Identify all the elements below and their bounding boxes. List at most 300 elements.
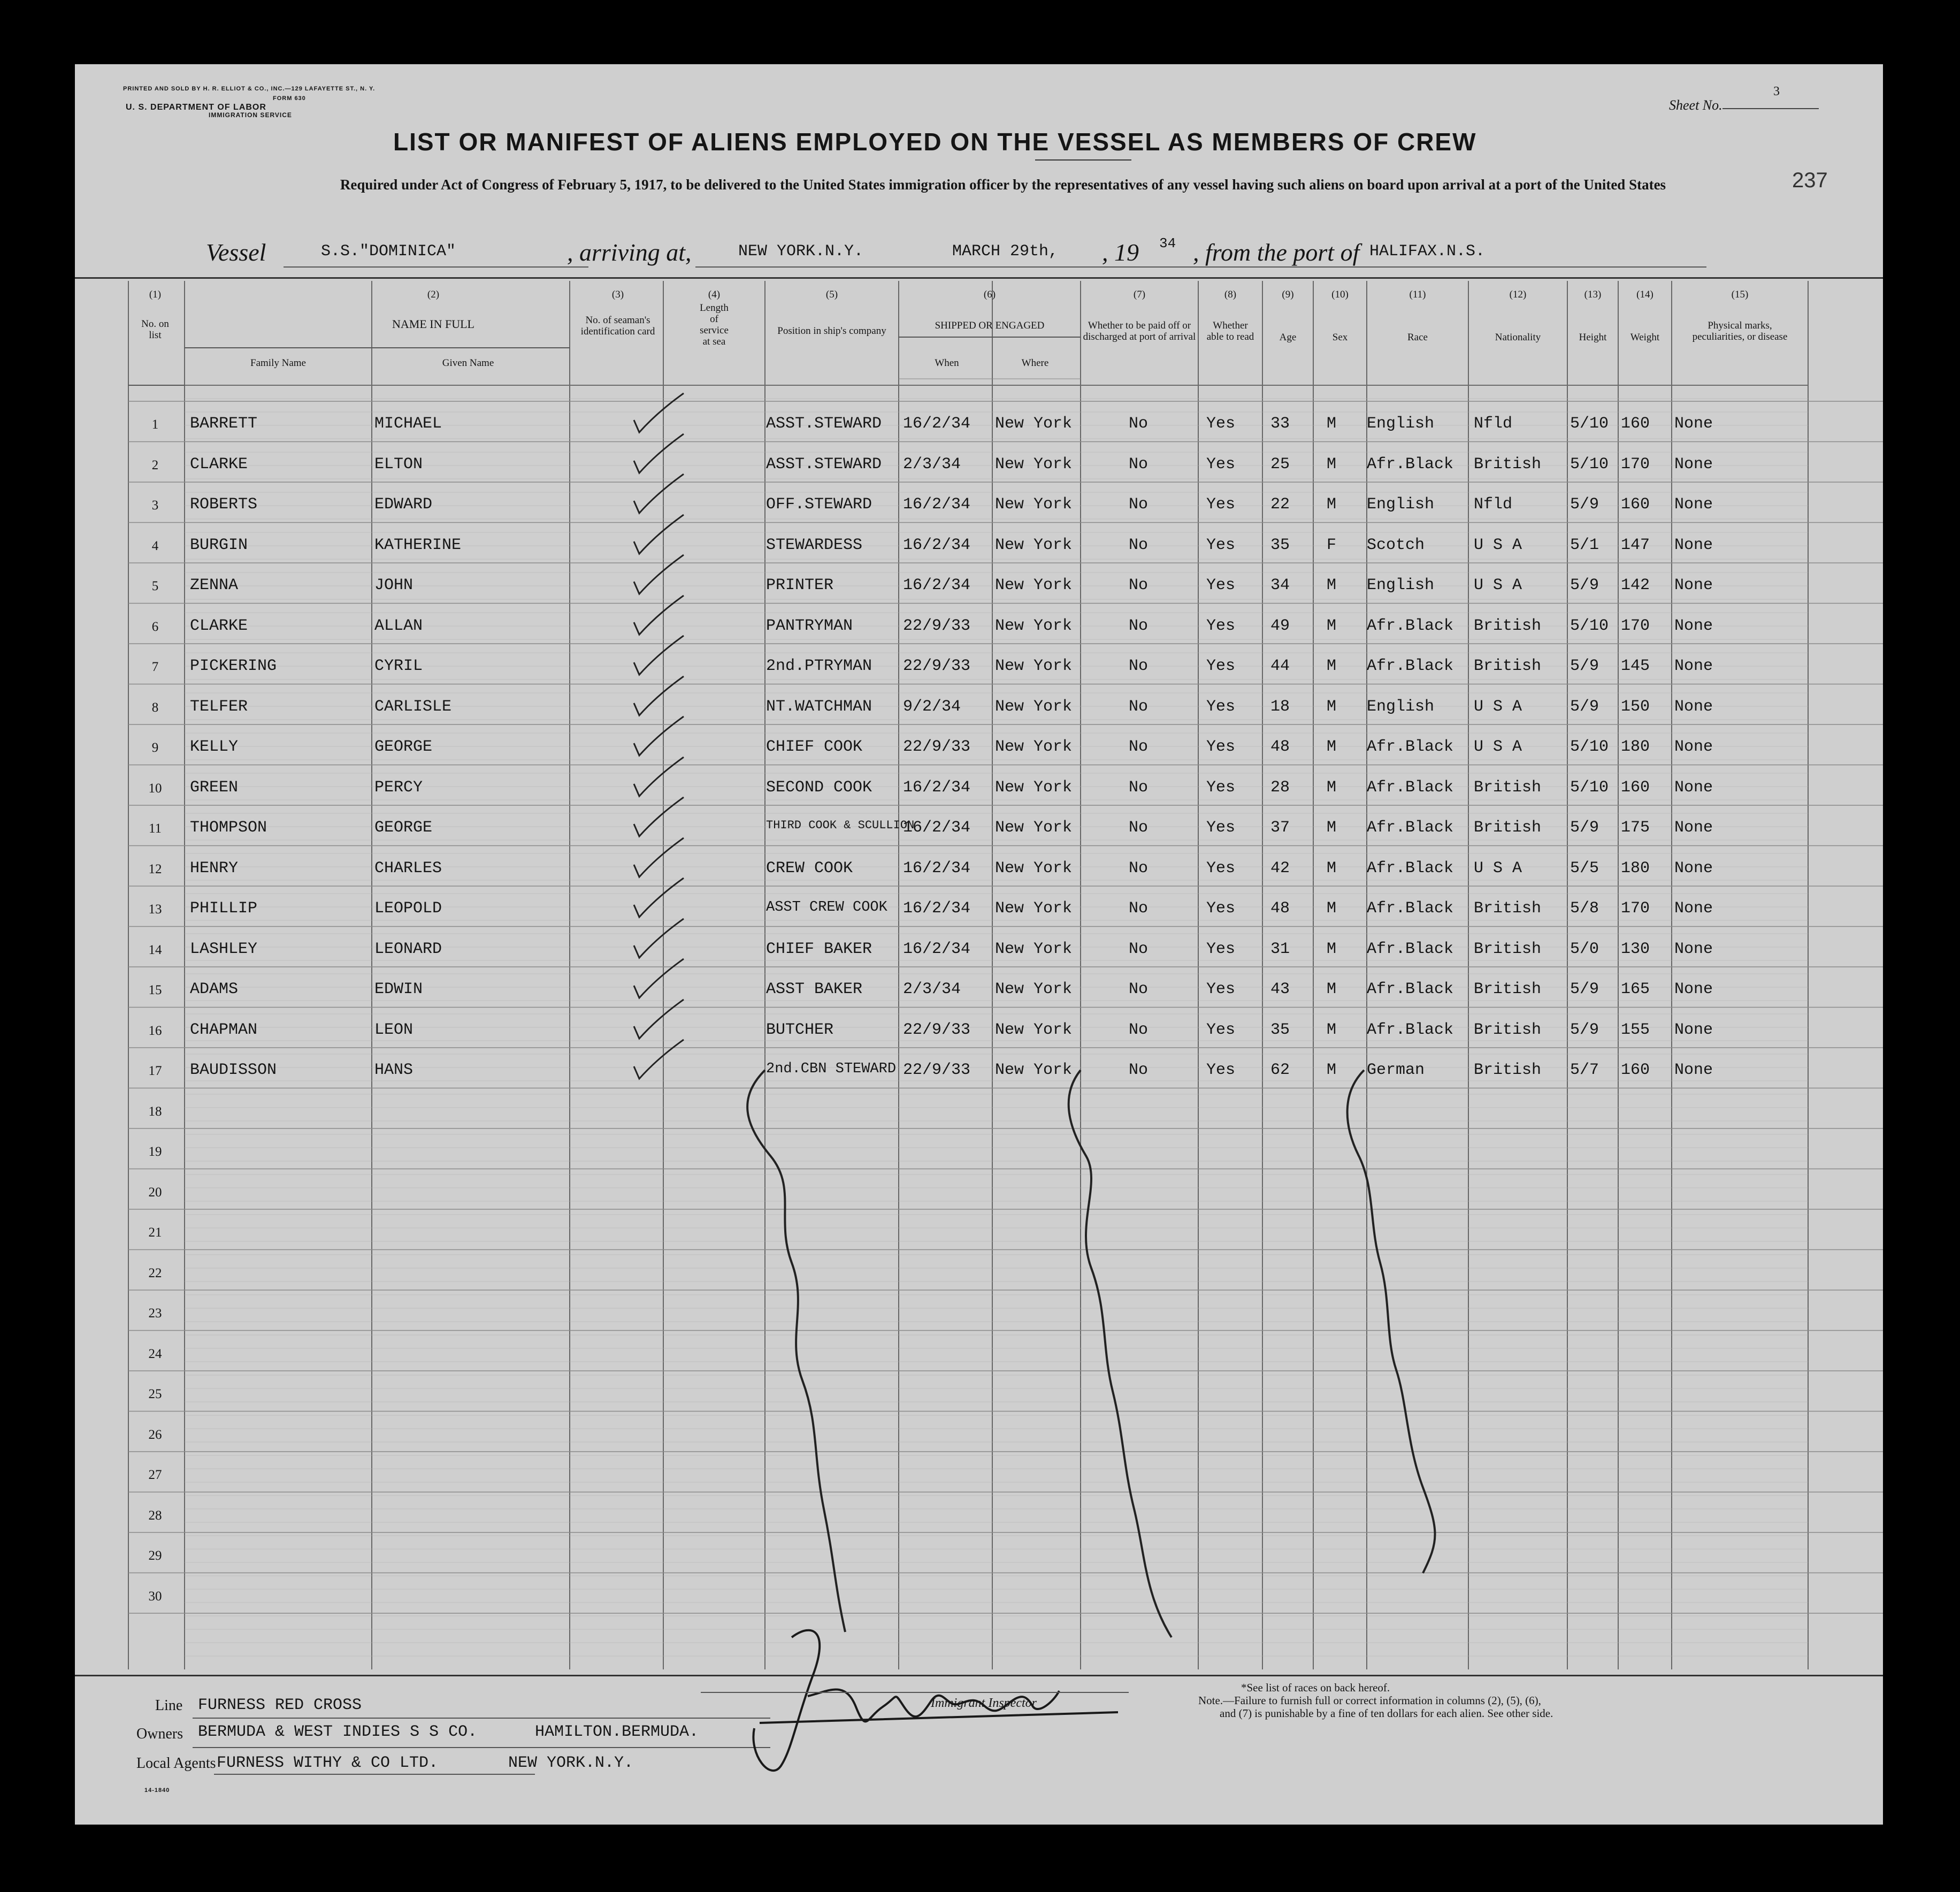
department: U. S. DEPARTMENT OF LABOR — [126, 103, 266, 112]
cell-read: Yes — [1206, 697, 1236, 716]
cell-when: 22/9/33 — [903, 616, 971, 635]
cell-given: KATHERINE — [374, 536, 462, 554]
cell-where: New York — [995, 536, 1073, 554]
cell-where: New York — [995, 980, 1073, 998]
cell-sex: M — [1327, 576, 1337, 594]
cell-weight: 147 — [1621, 536, 1650, 554]
col-able-read: Whether able to read — [1206, 320, 1254, 342]
cell-paid: No — [1129, 616, 1149, 635]
cell-sex: M — [1327, 940, 1337, 958]
row-number: 26 — [148, 1427, 162, 1442]
cell-given: EDWARD — [374, 495, 433, 514]
cell-nationality: Nfld — [1474, 495, 1513, 514]
cell-weight: 170 — [1621, 455, 1650, 474]
cell-height: 5/8 — [1570, 899, 1599, 918]
cell-weight: 142 — [1621, 576, 1650, 594]
row-number: 6 — [151, 619, 159, 634]
cell-when: 16/2/34 — [903, 415, 971, 433]
cell-when: 2/3/34 — [903, 980, 961, 998]
cell-weight: 155 — [1621, 1020, 1650, 1039]
cell-where: New York — [995, 697, 1073, 716]
form-subtitle: Required under Act of Congress of February 5, 1917, to be delivered to the United States immigration officer by the representatives of any vessel having such aliens on board upon arrival at a port of the United States — [340, 177, 1666, 193]
cell-marks: None — [1674, 819, 1713, 837]
row-number: 18 — [148, 1104, 162, 1119]
col-num-15: (15) — [1731, 289, 1749, 300]
cell-height: 5/9 — [1570, 980, 1599, 998]
cell-where: New York — [995, 859, 1073, 878]
cell-family: KELLY — [190, 738, 239, 756]
col-marks: Physical marks, peculiarities, or disease — [1692, 320, 1788, 342]
cell-position: NT.WATCHMAN — [766, 697, 872, 716]
cell-when: 16/2/34 — [903, 940, 971, 958]
row-number: 4 — [151, 538, 159, 553]
cell-age: 43 — [1270, 980, 1290, 998]
cell-race: Afr.Black — [1367, 819, 1454, 837]
cell-race: Afr.Black — [1367, 899, 1454, 918]
year-suffix: 34 — [1159, 235, 1176, 251]
cell-given: PERCY — [374, 778, 423, 797]
col-when: When — [935, 357, 959, 369]
cell-height: 5/10 — [1570, 616, 1609, 635]
row-number: 25 — [148, 1387, 162, 1401]
cell-nationality: British — [1474, 1020, 1542, 1039]
row-number: 16 — [148, 1023, 162, 1038]
arriving-label: , arriving at, — [567, 239, 692, 266]
col-name-in-full: NAME IN FULL — [392, 317, 474, 331]
col-num-14: (14) — [1636, 289, 1653, 300]
cell-given: CHARLES — [374, 859, 442, 878]
row-number: 3 — [151, 498, 159, 513]
cell-marks: None — [1674, 455, 1713, 474]
cell-age: 35 — [1270, 536, 1290, 554]
cell-read: Yes — [1206, 738, 1236, 756]
cell-paid: No — [1129, 1061, 1149, 1079]
cell-family: BARRETT — [190, 415, 258, 433]
form-title: LIST OR MANIFEST OF ALIENS EMPLOYED ON THE VESSEL AS MEMBERS OF CREW — [393, 128, 1477, 156]
cell-nationality: British — [1474, 1061, 1542, 1079]
row-number: 15 — [148, 983, 162, 997]
cell-read: Yes — [1206, 455, 1236, 474]
cell-when: 16/2/34 — [903, 495, 971, 514]
cell-marks: None — [1674, 980, 1713, 998]
row-number: 29 — [148, 1548, 162, 1563]
cell-given: EDWIN — [374, 980, 423, 998]
cell-paid: No — [1129, 495, 1149, 514]
cell-paid: No — [1129, 697, 1149, 716]
cell-age: 44 — [1270, 657, 1290, 675]
cell-given: CARLISLE — [374, 697, 452, 716]
cell-height: 5/9 — [1570, 697, 1599, 716]
cell-when: 22/9/33 — [903, 657, 971, 675]
cell-read: Yes — [1206, 1061, 1236, 1079]
cell-where: New York — [995, 415, 1073, 433]
cell-marks: None — [1674, 536, 1713, 554]
cell-paid: No — [1129, 899, 1149, 918]
cell-family: CLARKE — [190, 455, 248, 474]
cell-read: Yes — [1206, 819, 1236, 837]
cell-position: OFF.STEWARD — [766, 495, 872, 514]
arriving-port: NEW YORK.N.Y. — [738, 242, 864, 261]
cell-where: New York — [995, 1020, 1073, 1039]
col-num-2: (2) — [427, 289, 440, 300]
row-number: 8 — [151, 700, 159, 715]
cell-weight: 175 — [1621, 819, 1650, 837]
cell-read: Yes — [1206, 657, 1236, 675]
cell-sex: M — [1327, 1020, 1337, 1039]
cell-nationality: British — [1474, 980, 1542, 998]
cell-position: 2nd.CBN STEWARD — [766, 1061, 897, 1077]
cell-paid: No — [1129, 980, 1149, 998]
cell-weight: 170 — [1621, 899, 1650, 918]
cell-age: 28 — [1270, 778, 1290, 797]
row-number: 11 — [148, 821, 162, 836]
cell-given: GEORGE — [374, 738, 433, 756]
cell-read: Yes — [1206, 778, 1236, 797]
agents-city: NEW YORK.N.Y. — [508, 1754, 634, 1772]
cell-height: 5/7 — [1570, 1061, 1599, 1079]
cell-height: 5/9 — [1570, 657, 1599, 675]
cell-family: HENRY — [190, 859, 239, 878]
sheet-label: Sheet No. — [1669, 97, 1722, 113]
row-number: 9 — [151, 741, 159, 755]
sheet-number: 3 — [1773, 85, 1780, 98]
cell-read: Yes — [1206, 899, 1236, 918]
col-age: Age — [1279, 332, 1297, 343]
cell-position: ASST BAKER — [766, 980, 863, 998]
cell-sex: M — [1327, 819, 1337, 837]
row-number: 14 — [148, 942, 162, 957]
cell-read: Yes — [1206, 495, 1236, 514]
cell-where: New York — [995, 940, 1073, 958]
line-value: FURNESS RED CROSS — [198, 1696, 362, 1714]
cell-read: Yes — [1206, 980, 1236, 998]
cell-read: Yes — [1206, 940, 1236, 958]
col-id-card: No. of seaman's identification card — [580, 315, 655, 337]
cell-paid: No — [1129, 576, 1149, 594]
col-num-8: (8) — [1224, 289, 1237, 300]
cell-height: 5/10 — [1570, 778, 1609, 797]
cell-read: Yes — [1206, 415, 1236, 433]
col-num-10: (10) — [1331, 289, 1349, 300]
cell-given: LEONARD — [374, 940, 442, 958]
cell-family: PHILLIP — [190, 899, 258, 918]
col-position: Position in ship's company — [777, 325, 886, 337]
cell-when: 22/9/33 — [903, 1061, 971, 1079]
cell-position: ASST CREW COOK — [766, 899, 887, 916]
cell-nationality: British — [1474, 899, 1542, 918]
col-shipped: SHIPPED OR ENGAGED — [935, 320, 1045, 331]
cell-race: Afr.Black — [1367, 1020, 1454, 1039]
cell-family: LASHLEY — [190, 940, 258, 958]
col-num-13: (13) — [1584, 289, 1602, 300]
cell-race: English — [1367, 697, 1435, 716]
cell-read: Yes — [1206, 616, 1236, 635]
cell-age: 25 — [1270, 455, 1290, 474]
cell-when: 22/9/33 — [903, 1020, 971, 1039]
cell-marks: None — [1674, 940, 1713, 958]
cell-paid: No — [1129, 778, 1149, 797]
cell-sex: M — [1327, 1061, 1337, 1079]
row-number: 23 — [148, 1306, 162, 1321]
col-num-3: (3) — [611, 289, 624, 300]
cell-weight: 170 — [1621, 616, 1650, 635]
row-number: 27 — [148, 1468, 162, 1482]
cell-weight: 145 — [1621, 657, 1650, 675]
cell-race: Scotch — [1367, 536, 1425, 554]
cell-marks: None — [1674, 415, 1713, 433]
cell-position: ASST.STEWARD — [766, 455, 882, 474]
cell-where: New York — [995, 899, 1073, 918]
cell-marks: None — [1674, 697, 1713, 716]
cell-paid: No — [1129, 415, 1149, 433]
from-port: HALIFAX.N.S. — [1369, 242, 1486, 261]
from-label: , from the port of — [1193, 239, 1360, 266]
col-num-11: (11) — [1409, 289, 1426, 300]
cell-where: New York — [995, 1061, 1073, 1079]
cell-family: ROBERTS — [190, 495, 258, 514]
cell-age: 22 — [1270, 495, 1290, 514]
cell-height: 5/0 — [1570, 940, 1599, 958]
cell-sex: M — [1327, 455, 1337, 474]
cell-when: 9/2/34 — [903, 697, 961, 716]
cell-weight: 160 — [1621, 1061, 1650, 1079]
cell-race: English — [1367, 495, 1435, 514]
cell-height: 5/9 — [1570, 576, 1599, 594]
cell-position: THIRD COOK & SCULLION — [766, 819, 915, 832]
cell-weight: 180 — [1621, 738, 1650, 756]
cell-height: 5/9 — [1570, 495, 1599, 514]
cell-nationality: U S A — [1474, 738, 1522, 756]
line-label: Line — [155, 1697, 183, 1714]
cell-given: ELTON — [374, 455, 423, 474]
cell-race: Afr.Black — [1367, 616, 1454, 635]
cell-paid: No — [1129, 819, 1149, 837]
row-number: 30 — [148, 1589, 162, 1604]
cell-age: 48 — [1270, 738, 1290, 756]
cell-where: New York — [995, 455, 1073, 474]
cell-where: New York — [995, 738, 1073, 756]
col-sex: Sex — [1332, 332, 1348, 343]
cell-when: 16/2/34 — [903, 536, 971, 554]
cancel-marks — [75, 64, 1883, 1825]
col-family-name: Family Name — [250, 357, 306, 369]
cell-given: ALLAN — [374, 616, 423, 635]
cell-where: New York — [995, 495, 1073, 514]
row-number: 17 — [148, 1064, 162, 1078]
cell-position: 2nd.PTRYMAN — [766, 657, 872, 675]
cell-when: 16/2/34 — [903, 576, 971, 594]
cell-given: GEORGE — [374, 819, 433, 837]
cell-position: SECOND COOK — [766, 778, 872, 797]
cell-height: 5/1 — [1570, 536, 1599, 554]
cell-sex: M — [1327, 616, 1337, 635]
cell-family: BAUDISSON — [190, 1061, 277, 1079]
cell-height: 5/10 — [1570, 455, 1609, 474]
col-race: Race — [1407, 332, 1428, 343]
cell-family: ZENNA — [190, 576, 239, 594]
agents-label: Local Agents — [136, 1755, 216, 1772]
cell-weight: 165 — [1621, 980, 1650, 998]
row-number: 10 — [148, 781, 162, 796]
cell-when: 16/2/34 — [903, 778, 971, 797]
cell-where: New York — [995, 616, 1073, 635]
cell-sex: M — [1327, 657, 1337, 675]
col-height: Height — [1579, 332, 1607, 343]
col-no-on-list: No. on list — [141, 318, 169, 341]
col-num-9: (9) — [1282, 289, 1294, 300]
cell-given: JOHN — [374, 576, 414, 594]
cell-family: ADAMS — [190, 980, 239, 998]
cell-sex: M — [1327, 697, 1337, 716]
cell-where: New York — [995, 819, 1073, 837]
cell-nationality: British — [1474, 819, 1542, 837]
cell-race: German — [1367, 1061, 1425, 1079]
cell-race: English — [1367, 415, 1435, 433]
cell-marks: None — [1674, 738, 1713, 756]
cell-sex: M — [1327, 980, 1337, 998]
cell-when: 16/2/34 — [903, 899, 971, 918]
cell-position: CHIEF COOK — [766, 738, 863, 756]
cell-sex: M — [1327, 899, 1337, 918]
cell-position: BUTCHER — [766, 1020, 834, 1039]
row-number: 5 — [151, 579, 159, 593]
cell-age: 34 — [1270, 576, 1290, 594]
row-number: 21 — [148, 1225, 162, 1240]
cell-age: 31 — [1270, 940, 1290, 958]
arrival-date: MARCH 29th, — [952, 242, 1059, 261]
col-where: Where — [1021, 357, 1049, 369]
cell-race: Afr.Black — [1367, 738, 1454, 756]
row-number: 7 — [151, 660, 159, 674]
cell-read: Yes — [1206, 859, 1236, 878]
vessel-name: S.S."DOMINICA" — [321, 242, 456, 261]
cell-sex: F — [1327, 536, 1337, 554]
cell-marks: None — [1674, 1061, 1713, 1079]
cell-position: CHIEF BAKER — [766, 940, 872, 958]
cell-paid: No — [1129, 738, 1149, 756]
cell-marks: None — [1674, 657, 1713, 675]
cell-weight: 160 — [1621, 495, 1650, 514]
row-number: 19 — [148, 1145, 162, 1159]
row-number: 1 — [151, 417, 159, 432]
cell-where: New York — [995, 657, 1073, 675]
cell-nationality: U S A — [1474, 697, 1522, 716]
cell-marks: None — [1674, 616, 1713, 635]
vessel-label: Vessel — [206, 239, 266, 266]
footnote-races: *See list of races on back hereof. — [1241, 1681, 1390, 1694]
cell-height: 5/9 — [1570, 819, 1599, 837]
year-prefix: , 19 — [1102, 239, 1139, 266]
cell-paid: No — [1129, 455, 1149, 474]
col-nationality: Nationality — [1495, 332, 1541, 343]
cell-nationality: British — [1474, 657, 1542, 675]
cell-family: CLARKE — [190, 616, 248, 635]
cell-family: BURGIN — [190, 536, 248, 554]
cell-nationality: British — [1474, 455, 1542, 474]
cell-weight: 150 — [1621, 697, 1650, 716]
form-number: FORM 630 — [273, 95, 306, 102]
agents-value: FURNESS WITHY & CO LTD. — [217, 1754, 439, 1772]
cell-when: 22/9/33 — [903, 738, 971, 756]
cell-given: HANS — [374, 1061, 414, 1079]
cell-family: PICKERING — [190, 657, 277, 675]
cell-given: LEON — [374, 1020, 414, 1039]
cell-weight: 180 — [1621, 859, 1650, 878]
row-number: 13 — [148, 902, 162, 917]
owners-label: Owners — [136, 1726, 183, 1742]
cell-paid: No — [1129, 536, 1149, 554]
cell-race: Afr.Black — [1367, 778, 1454, 797]
cell-sex: M — [1327, 415, 1337, 433]
cell-marks: None — [1674, 1020, 1713, 1039]
page-stamp: 237 — [1792, 169, 1828, 192]
cell-race: Afr.Black — [1367, 657, 1454, 675]
cell-height: 5/9 — [1570, 1020, 1599, 1039]
cell-nationality: U S A — [1474, 859, 1522, 878]
row-number: 2 — [151, 457, 159, 472]
cell-position: STEWARDESS — [766, 536, 863, 554]
col-num-7: (7) — [1133, 289, 1146, 300]
service: IMMIGRATION SERVICE — [209, 111, 292, 119]
cell-marks: None — [1674, 859, 1713, 878]
cell-age: 18 — [1270, 697, 1290, 716]
cell-height: 5/5 — [1570, 859, 1599, 878]
cell-weight: 160 — [1621, 415, 1650, 433]
cell-race: Afr.Black — [1367, 455, 1454, 474]
cell-age: 62 — [1270, 1061, 1290, 1079]
col-length-service: Length of service at sea — [700, 302, 729, 347]
cell-age: 42 — [1270, 859, 1290, 878]
cell-marks: None — [1674, 778, 1713, 797]
owners-city: HAMILTON.BERMUDA. — [535, 1723, 699, 1741]
row-number: 28 — [148, 1508, 162, 1523]
cell-age: 33 — [1270, 415, 1290, 433]
cell-given: LEOPOLD — [374, 899, 442, 918]
inspector-label: Immigrant Inspector — [931, 1696, 1037, 1710]
cell-age: 49 — [1270, 616, 1290, 635]
row-number: 24 — [148, 1346, 162, 1361]
cell-height: 5/10 — [1570, 415, 1609, 433]
col-given-name: Given Name — [442, 357, 494, 369]
col-num-5: (5) — [825, 289, 838, 300]
cell-nationality: U S A — [1474, 576, 1522, 594]
cell-marks: None — [1674, 576, 1713, 594]
cell-age: 35 — [1270, 1020, 1290, 1039]
cell-nationality: Nfld — [1474, 415, 1513, 433]
row-number: 22 — [148, 1265, 162, 1280]
cell-given: CYRIL — [374, 657, 423, 675]
cell-nationality: British — [1474, 940, 1542, 958]
form-code: 14-1840 — [144, 1787, 170, 1794]
col-num-4: (4) — [708, 289, 721, 300]
cell-position: PRINTER — [766, 576, 834, 594]
cell-race: Afr.Black — [1367, 980, 1454, 998]
cell-position: PANTRYMAN — [766, 616, 853, 635]
cell-when: 2/3/34 — [903, 455, 961, 474]
cell-position: ASST.STEWARD — [766, 415, 882, 433]
manifest-sheet — [75, 64, 1883, 1825]
cell-given: MICHAEL — [374, 415, 442, 433]
cell-paid: No — [1129, 940, 1149, 958]
cell-sex: M — [1327, 495, 1337, 514]
cell-height: 5/10 — [1570, 738, 1609, 756]
cell-nationality: British — [1474, 778, 1542, 797]
cell-marks: None — [1674, 495, 1713, 514]
col-paid-off: Whether to be paid off or discharged at port of arrival — [1083, 320, 1196, 342]
cell-race: Afr.Black — [1367, 859, 1454, 878]
col-num-1: (1) — [149, 289, 162, 300]
cell-sex: M — [1327, 738, 1337, 756]
